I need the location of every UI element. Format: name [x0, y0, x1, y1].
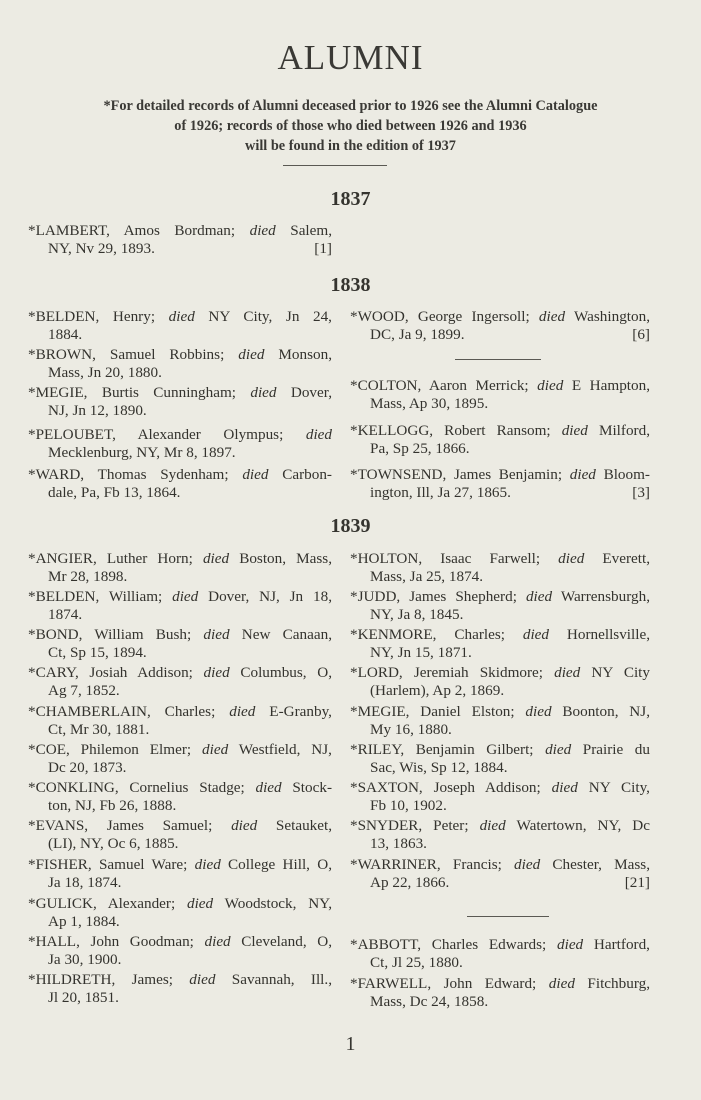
entry-count: [1] [314, 240, 332, 257]
alumni-entry [28, 384, 332, 420]
entry-count: [3] [632, 484, 650, 501]
entry-died-label: died [545, 741, 572, 758]
entry-died-label: died [525, 703, 552, 720]
entry-detail-line [28, 874, 332, 892]
entry-died-label: died [249, 222, 276, 239]
entry-date: 1884. [48, 326, 83, 343]
entry-name: *SNYDER, Peter; [350, 817, 480, 834]
entry-place: Watertown, NY, Dc [505, 817, 650, 834]
entry-name-line [350, 856, 650, 874]
alumni-entry [350, 422, 650, 458]
page-title: ALUMNI [277, 38, 424, 77]
entry-detail-line [28, 326, 332, 344]
entry-place: Woodstock, NY, [213, 895, 332, 912]
entry-place: Cleveland, O, [230, 933, 332, 950]
entry-detail-line [28, 989, 332, 1007]
alumni-entry [350, 466, 650, 502]
entry-name: *BELDEN, William; [28, 588, 173, 605]
entry-place: Carbon- [268, 466, 332, 483]
entry-date: Mecklenburg, NY, Mr 8, 1897. [48, 444, 236, 461]
alumni-entry [28, 703, 332, 739]
entry-name-line [350, 741, 650, 759]
entry-name-line [28, 466, 332, 484]
entry-name-line [350, 377, 650, 395]
entry-place: Savannah, Ill., [215, 971, 332, 988]
entry-name-line [28, 856, 332, 874]
entry-date: Ct, Jl 25, 1880. [370, 954, 463, 971]
alumni-entry [350, 308, 650, 344]
entry-detail-line [28, 606, 332, 624]
entry-detail-line [28, 759, 332, 777]
entry-date: Ag 7, 1852. [48, 682, 120, 699]
entry-date: Mass, Dc 24, 1858. [370, 993, 489, 1010]
alumni-entry [350, 936, 650, 972]
alumni-entry [28, 741, 332, 777]
column-1839-left [28, 550, 332, 1030]
alumni-entry [350, 779, 650, 815]
entry-name: *HALL, John Goodman; [28, 933, 205, 950]
entry-name: *CHAMBERLAIN, Charles; [28, 703, 230, 720]
alumni-entry [28, 222, 332, 258]
year-heading-1837: 1837 [330, 188, 371, 210]
entry-detail-line [350, 644, 650, 662]
entry-name: *RILEY, Benjamin Gilbert; [350, 741, 546, 758]
entry-date: Ct, Mr 30, 1881. [48, 721, 150, 738]
entry-place: Chester, Mass, [540, 856, 650, 873]
entry-place: Boston, Mass, [229, 550, 332, 567]
year-heading-1838: 1838 [330, 274, 371, 296]
entry-date: (LI), NY, Oc 6, 1885. [48, 835, 179, 852]
entry-died-label: died [538, 308, 566, 325]
entry-name: *JUDD, James Shepherd; [350, 588, 526, 605]
entry-date: 13, 1863. [370, 835, 427, 852]
entry-died-label: died [554, 664, 581, 681]
entry-name-line [350, 936, 650, 954]
entry-date: ton, NJ, Fb 26, 1888. [48, 797, 177, 814]
alumni-entry [28, 308, 332, 344]
alumni-entry [28, 426, 332, 462]
alumni-entry [28, 626, 332, 662]
entry-name-line [350, 703, 650, 721]
entry-date: (Harlem), Ap 2, 1869. [370, 682, 505, 699]
alumni-entry [28, 779, 332, 815]
alumni-entry [28, 856, 332, 892]
column-1838-right [350, 308, 650, 508]
column-1839-right [350, 550, 650, 1030]
entry-name: *MEGIE, Burtis Cunningham; [28, 384, 251, 401]
entry-detail-line [28, 568, 332, 586]
entry-name-line [350, 626, 650, 644]
entry-died-label: died [525, 588, 553, 605]
entry-name: *GULICK, Alexander; [28, 895, 187, 912]
entry-place: Bloom- [595, 466, 650, 483]
entry-died-label: died [537, 377, 564, 394]
alumni-entry [350, 817, 650, 853]
entry-died-label: died [305, 426, 332, 443]
entry-place: Columbus, O, [229, 664, 332, 681]
page-number: 1 [345, 1033, 356, 1055]
entry-died-label: died [242, 466, 269, 483]
entry-name-line [350, 779, 650, 797]
entry-detail-line [28, 364, 332, 382]
header-note-line: *For detailed records of Alumni deceased prior to 1926 see the Alumni Catalogue [103, 98, 598, 114]
header-note-line: of 1926; records of those who died between 1926 and 1936 [174, 118, 527, 134]
entry-date: Ja 18, 1874. [48, 874, 122, 891]
entry-date: Ct, Sp 15, 1894. [48, 644, 147, 661]
entry-place: Monson, [264, 346, 332, 363]
entry-name-line [28, 308, 332, 326]
entry-detail-line [350, 440, 650, 458]
entry-died-label: died [558, 550, 585, 567]
alumni-entry [350, 550, 650, 586]
entry-died-label: died [202, 741, 229, 758]
alumni-entry [350, 741, 650, 777]
entry-name: *MEGIE, Daniel Elston; [350, 703, 526, 720]
entry-died-label: died [479, 817, 506, 834]
entry-name-line [28, 703, 332, 721]
entry-detail-line [28, 444, 332, 462]
entry-detail-line [350, 395, 650, 413]
entry-detail-line [28, 797, 332, 815]
entry-died-label: died [551, 779, 578, 796]
entry-detail-line [350, 326, 650, 344]
section-divider [455, 359, 541, 360]
entry-detail-line [350, 993, 650, 1011]
entry-detail-line [28, 240, 332, 258]
entry-place: College Hill, O, [220, 856, 332, 873]
entry-count: [21] [624, 874, 650, 891]
entry-died-label: died [238, 346, 265, 363]
alumni-entry [28, 664, 332, 700]
entry-name: *HILDRETH, James; [28, 971, 190, 988]
entry-name: *EVANS, James Samuel; [28, 817, 232, 834]
entry-name-line [28, 779, 332, 797]
entry-name: *BELDEN, Henry; [28, 308, 169, 325]
entry-name: *TOWNSEND, James Benjamin; [350, 466, 570, 483]
alumni-entry [350, 588, 650, 624]
alumni-entry [28, 346, 332, 382]
alumni-entry [28, 466, 332, 502]
entry-place: Fitchburg, [574, 975, 650, 992]
column-1838-left [28, 308, 332, 508]
entry-name: *COE, Philemon Elmer; [28, 741, 203, 758]
entry-date: Mr 28, 1898. [48, 568, 128, 585]
entry-died-label: died [202, 550, 230, 567]
entry-date: NY, Ja 8, 1845. [370, 606, 464, 623]
entry-name: *ANGIER, Luther Horn; [28, 550, 203, 567]
entry-detail-line [350, 721, 650, 739]
entry-detail-line [350, 797, 650, 815]
year-heading-1839: 1839 [330, 515, 371, 537]
entry-name-line [28, 664, 332, 682]
alumni-entry [350, 856, 650, 892]
entry-name-line [350, 550, 650, 568]
entry-name: *SAXTON, Joseph Addison; [350, 779, 552, 796]
entry-date: dale, Pa, Fb 13, 1864. [48, 484, 181, 501]
alumni-entry [28, 588, 332, 624]
entry-detail-line [28, 682, 332, 700]
entry-name-line [28, 384, 332, 402]
entry-place: Warrensburgh, [552, 588, 651, 605]
entry-died-label: died [561, 422, 588, 439]
entry-died-label: died [186, 895, 214, 912]
entry-died-label: died [250, 384, 277, 401]
entry-place: Prairie du [571, 741, 650, 758]
entry-place: Salem, [275, 222, 333, 239]
entry-place: Setauket, [257, 817, 333, 834]
entry-place: Washington, [565, 308, 650, 325]
alumni-entry [28, 933, 332, 969]
column-1837-left [28, 222, 332, 262]
entry-name: *BOND, William Bush; [28, 626, 204, 643]
entry-name: *WARRINER, Francis; [350, 856, 515, 873]
entry-date: Mass, Ap 30, 1895. [370, 395, 489, 412]
entry-detail-line [350, 954, 650, 972]
alumni-entry [350, 703, 650, 739]
entry-detail-line [28, 951, 332, 969]
entry-died-label: died [204, 933, 231, 950]
entry-name-line [28, 971, 332, 989]
entry-detail-line [350, 606, 650, 624]
entry-date: Mass, Jn 20, 1880. [48, 364, 162, 381]
entry-place: Milford, [587, 422, 650, 439]
entry-detail-line [350, 484, 650, 502]
entry-name-line [28, 933, 332, 951]
entry-detail-line [28, 484, 332, 502]
entry-died-label: died [231, 817, 258, 834]
entry-name: *WOOD, George Ingersoll; [350, 308, 539, 325]
entry-date: Ap 1, 1884. [48, 913, 120, 930]
entry-date: Ap 22, 1866. [370, 874, 450, 891]
alumni-entry [350, 626, 650, 662]
alumni-entry [350, 377, 650, 413]
entry-date: Sac, Wis, Sp 12, 1884. [370, 759, 508, 776]
entry-name-line [350, 308, 650, 326]
entry-name: *BROWN, Samuel Robbins; [28, 346, 239, 363]
entry-detail-line [350, 874, 650, 892]
entry-died-label: died [194, 856, 221, 873]
entry-place: Hartford, [583, 936, 650, 953]
entry-detail-line [350, 682, 650, 700]
entry-place: Dover, NJ, Jn 18, [198, 588, 332, 605]
entry-name: *PELOUBET, Alexander Olympus; [28, 426, 306, 443]
entry-date: Jl 20, 1851. [48, 989, 119, 1006]
entry-name-line [350, 588, 650, 606]
alumni-entry [28, 895, 332, 931]
entry-died-label: died [514, 856, 541, 873]
entry-detail-line [28, 402, 332, 420]
entry-name-line [28, 222, 332, 240]
entry-place: New Canaan, [229, 626, 333, 643]
header-divider [283, 165, 387, 166]
entry-name: *HOLTON, Isaac Farwell; [350, 550, 559, 567]
entry-name-line [28, 588, 332, 606]
entry-name: *ABBOTT, Charles Edwards; [350, 936, 557, 953]
entry-detail-line [350, 568, 650, 586]
entry-name: *CONKLING, Cornelius Stadge; [28, 779, 256, 796]
entry-died-label: died [203, 626, 230, 643]
entry-place: NY City, [577, 779, 650, 796]
entry-date: NY, Nv 29, 1893. [48, 240, 155, 257]
entry-died-label: died [203, 664, 230, 681]
entry-died-label: died [172, 588, 199, 605]
entry-detail-line [350, 835, 650, 853]
entry-died-label: died [189, 971, 216, 988]
entry-name: *COLTON, Aaron Merrick; [350, 377, 538, 394]
entry-name-line [28, 817, 332, 835]
entry-name-line [28, 426, 332, 444]
entry-place: Dover, [276, 384, 332, 401]
entry-died-label: died [569, 466, 596, 483]
entry-name-line [28, 741, 332, 759]
entry-name: *KELLOGG, Robert Ransom; [350, 422, 562, 439]
entry-detail-line [350, 759, 650, 777]
entry-date: My 16, 1880. [370, 721, 452, 738]
entry-date: Ja 30, 1900. [48, 951, 122, 968]
entry-name-line [350, 664, 650, 682]
entry-count: [6] [632, 326, 650, 343]
entry-died-label: died [522, 626, 550, 643]
entry-name-line [350, 975, 650, 993]
entry-place: Everett, [584, 550, 651, 567]
entry-place: NY City [580, 664, 650, 681]
entry-detail-line [28, 644, 332, 662]
entry-date: Fb 10, 1902. [370, 797, 447, 814]
alumni-entry [350, 975, 650, 1011]
section-divider [467, 916, 549, 917]
entry-date: Mass, Ja 25, 1874. [370, 568, 484, 585]
entry-detail-line [28, 913, 332, 931]
entry-name-line [350, 466, 650, 484]
entry-name-line [350, 422, 650, 440]
entry-name: *KENMORE, Charles; [350, 626, 523, 643]
entry-date: Pa, Sp 25, 1866. [370, 440, 470, 457]
entry-place: Westfield, NJ, [228, 741, 332, 758]
entry-name: *WARD, Thomas Sydenham; [28, 466, 243, 483]
entry-name-line [28, 346, 332, 364]
entry-name: *FISHER, Samuel Ware; [28, 856, 195, 873]
entry-name-line [28, 626, 332, 644]
entry-name-line [350, 817, 650, 835]
header-note [0, 96, 701, 156]
entry-name-line [28, 550, 332, 568]
entry-name: *FARWELL, John Edward; [350, 975, 549, 992]
entry-name: *CARY, Josiah Addison; [28, 664, 204, 681]
entry-date: Dc 20, 1873. [48, 759, 127, 776]
entry-died-label: died [548, 975, 575, 992]
header-note-line: will be found in the edition of 1937 [245, 138, 456, 154]
alumni-entry [28, 971, 332, 1007]
entry-died-label: died [168, 308, 195, 325]
alumni-entry [28, 550, 332, 586]
entry-place: E-Granby, [255, 703, 332, 720]
alumni-entry [350, 664, 650, 700]
entry-place: Hornellsville, [549, 626, 650, 643]
entry-detail-line [28, 835, 332, 853]
entry-detail-line [28, 721, 332, 739]
entry-date: NJ, Jn 12, 1890. [48, 402, 147, 419]
entry-date: 1874. [48, 606, 83, 623]
entry-died-label: died [229, 703, 256, 720]
entry-date: DC, Ja 9, 1899. [370, 326, 465, 343]
entry-place: NY City, Jn 24, [194, 308, 332, 325]
entry-place: Boonton, NJ, [551, 703, 650, 720]
entry-died-label: died [255, 779, 282, 796]
alumni-entry [28, 817, 332, 853]
entry-name: *LORD, Jeremiah Skidmore; [350, 664, 555, 681]
entry-died-label: died [557, 936, 584, 953]
entry-date: NY, Jn 15, 1871. [370, 644, 472, 661]
entry-date: ington, Ill, Ja 27, 1865. [370, 484, 511, 501]
entry-name: *LAMBERT, Amos Bordman; [28, 222, 250, 239]
entry-name-line [28, 895, 332, 913]
entry-place: E Hampton, [563, 377, 650, 394]
entry-place: Stock- [281, 779, 332, 796]
